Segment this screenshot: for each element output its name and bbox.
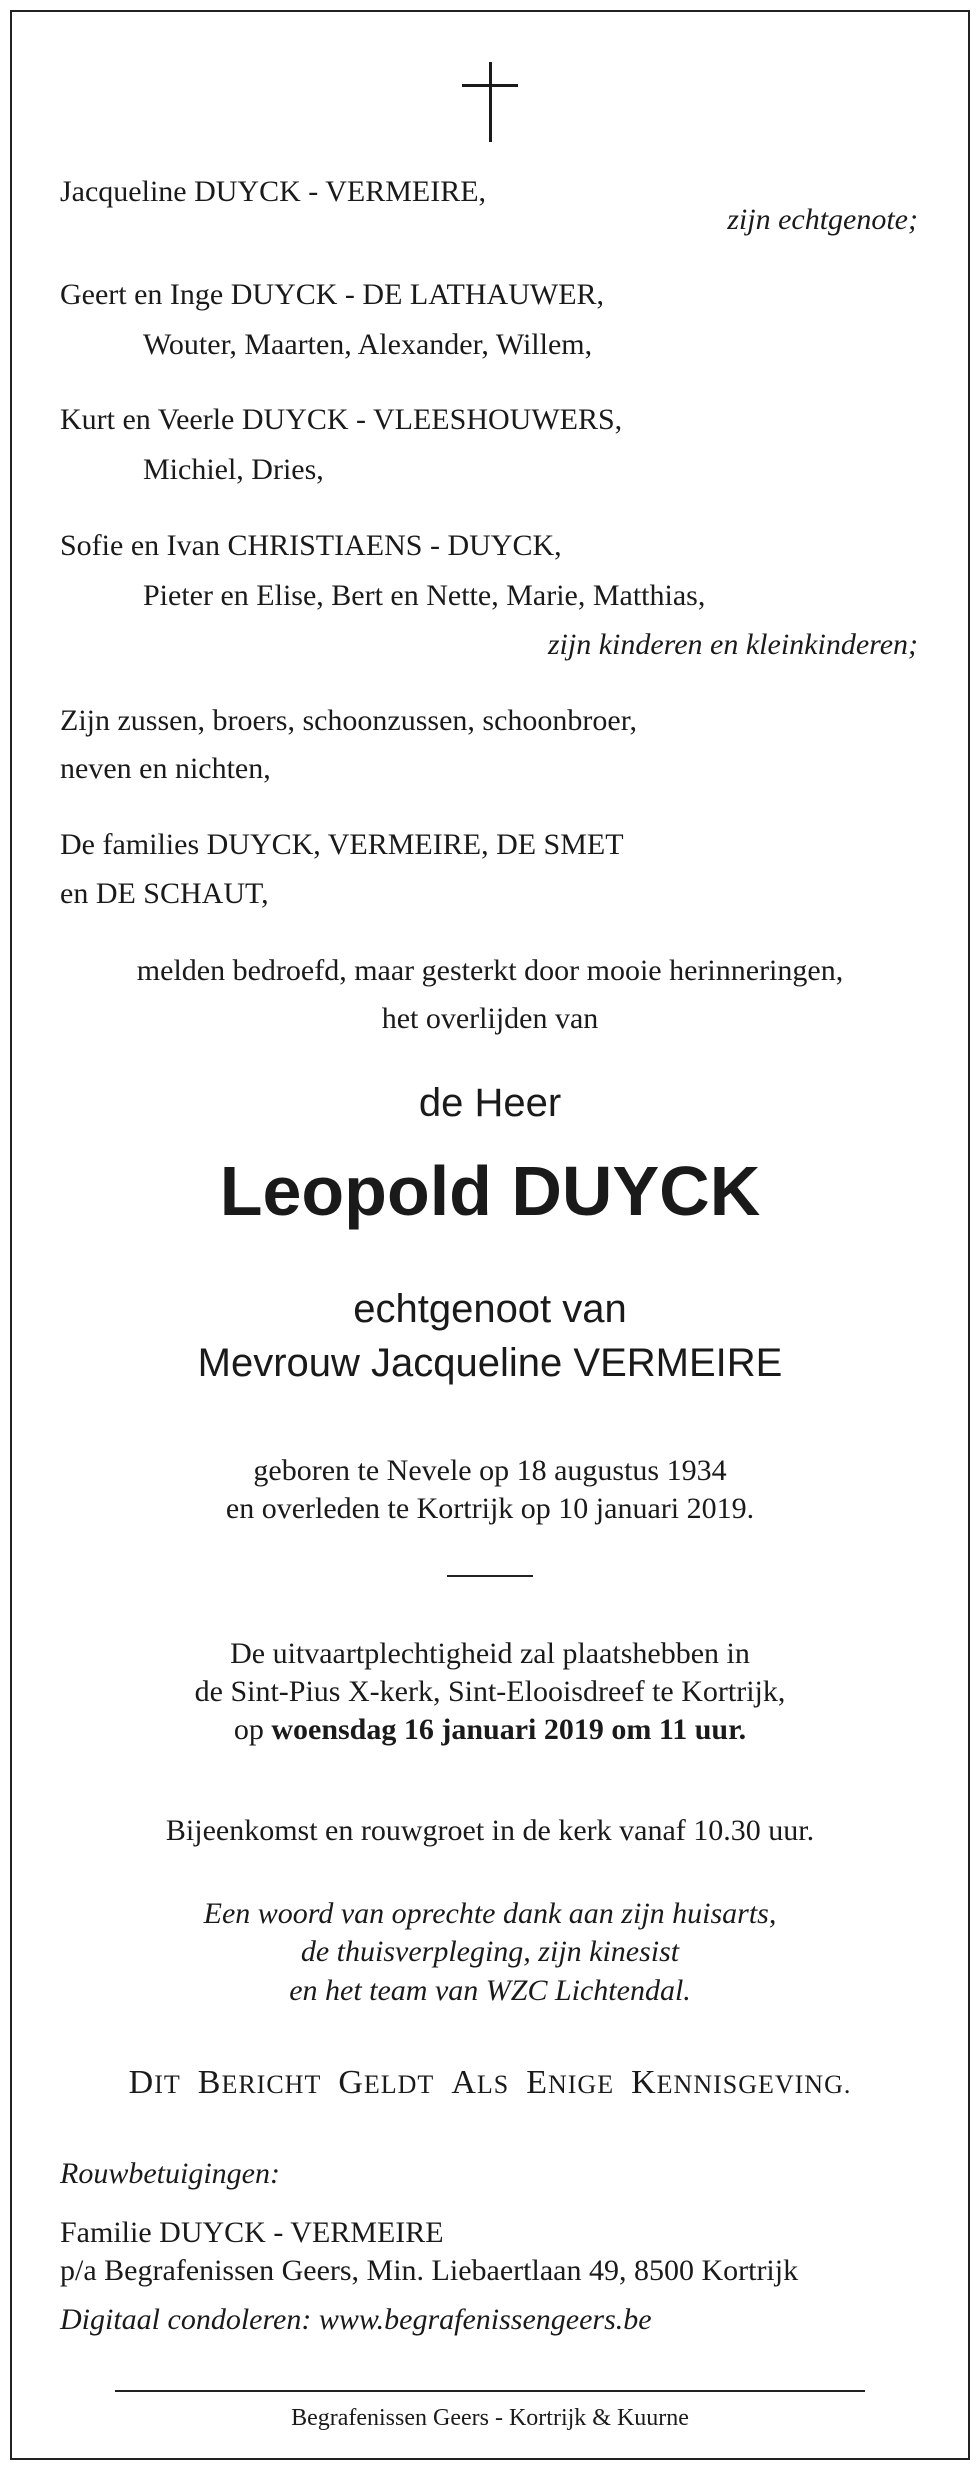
- birth-date: geboren te Nevele op 18 augustus 1934: [253, 1454, 727, 1487]
- cross-icon: [462, 62, 518, 142]
- funeral-line2: de Sint-Pius X-kerk, Sint-Elooisdreef te Kortrijk,: [194, 1675, 786, 1708]
- condolences-address: p/a Begrafenissen Geers, Min. Liebaertlaan 49, 8500 Kortrijk: [60, 2254, 799, 2287]
- thanks-line3: en het team van WZC Lichtendal.: [289, 1974, 691, 2007]
- funeral-date-prefix: op: [233, 1713, 272, 1746]
- gathering-info: Bijeenkomst en rouwgroet in de kerk vanaf 10.30 uur.: [165, 1814, 815, 1847]
- death-date: en overleden te Kortrijk op 10 januari 2019.: [225, 1492, 755, 1525]
- siblings-line1: Zijn zussen, broers, schoonzussen, schoonbroer,: [60, 704, 638, 737]
- deceased-title: de Heer: [418, 1081, 562, 1125]
- child3-names: Sofie en Ivan CHRISTIAENS - DUYCK,: [60, 529, 562, 562]
- thanks-line1: Een woord van oprechte dank aan zijn huisarts,: [203, 1897, 777, 1930]
- funeral-line3: [0, 1712, 980, 1748]
- footer-divider: [115, 2390, 865, 2392]
- funeral-line1: De uitvaartplechtigheid zal plaatshebben in: [230, 1637, 750, 1670]
- deceased-name: Leopold DUYCK: [219, 1152, 761, 1230]
- children-role: zijn kinderen en kleinkinderen;: [547, 628, 918, 661]
- announcement-line1: melden bedroefd, maar gesterkt door mooie herinneringen,: [136, 954, 844, 987]
- notice-statement: DIT BERICHT GELDT ALS ENIGE KENNISGEVING.: [128, 2064, 852, 2101]
- digital-condolence: Digitaal condoleren: www.begrafenissengeers.be: [60, 2303, 652, 2336]
- thanks-line2: de thuisverpleging, zijn kinesist: [300, 1935, 680, 1968]
- condolences-label: Rouwbetuigingen:: [60, 2157, 280, 2190]
- section-divider: [447, 1575, 533, 1577]
- undertaker-footer: Begrafenissen Geers - Kortrijk & Kuurne: [291, 2405, 689, 2431]
- spouse-name: Jacqueline DUYCK - VERMEIRE,: [60, 175, 487, 208]
- child1-names: Geert en Inge DUYCK - DE LATHAUWER,: [60, 278, 605, 311]
- condolences-recipient: Familie DUYCK - VERMEIRE: [60, 2216, 444, 2249]
- funeral-date: woensdag 16 januari 2019 om 11 uur.: [271, 1713, 747, 1746]
- spouse-role: zijn echtgenote;: [727, 203, 918, 236]
- deceased-spouse-name: Mevrouw Jacqueline VERMEIRE: [197, 1341, 783, 1385]
- child2-names: Kurt en Veerle DUYCK - VLEESHOUWERS,: [60, 403, 623, 436]
- deceased-relation: echtgenoot van: [353, 1287, 627, 1331]
- child3-grandchildren: Pieter en Elise, Bert en Nette, Marie, Matthias,: [143, 579, 706, 612]
- siblings-line2: neven en nichten,: [60, 752, 271, 785]
- families-line2: en DE SCHAUT,: [60, 877, 269, 910]
- child1-grandchildren: Wouter, Maarten, Alexander, Willem,: [143, 328, 593, 361]
- announcement-line2: het overlijden van: [381, 1002, 599, 1035]
- child2-grandchildren: Michiel, Dries,: [143, 453, 324, 486]
- families-line1: De families DUYCK, VERMEIRE, DE SMET: [60, 828, 624, 861]
